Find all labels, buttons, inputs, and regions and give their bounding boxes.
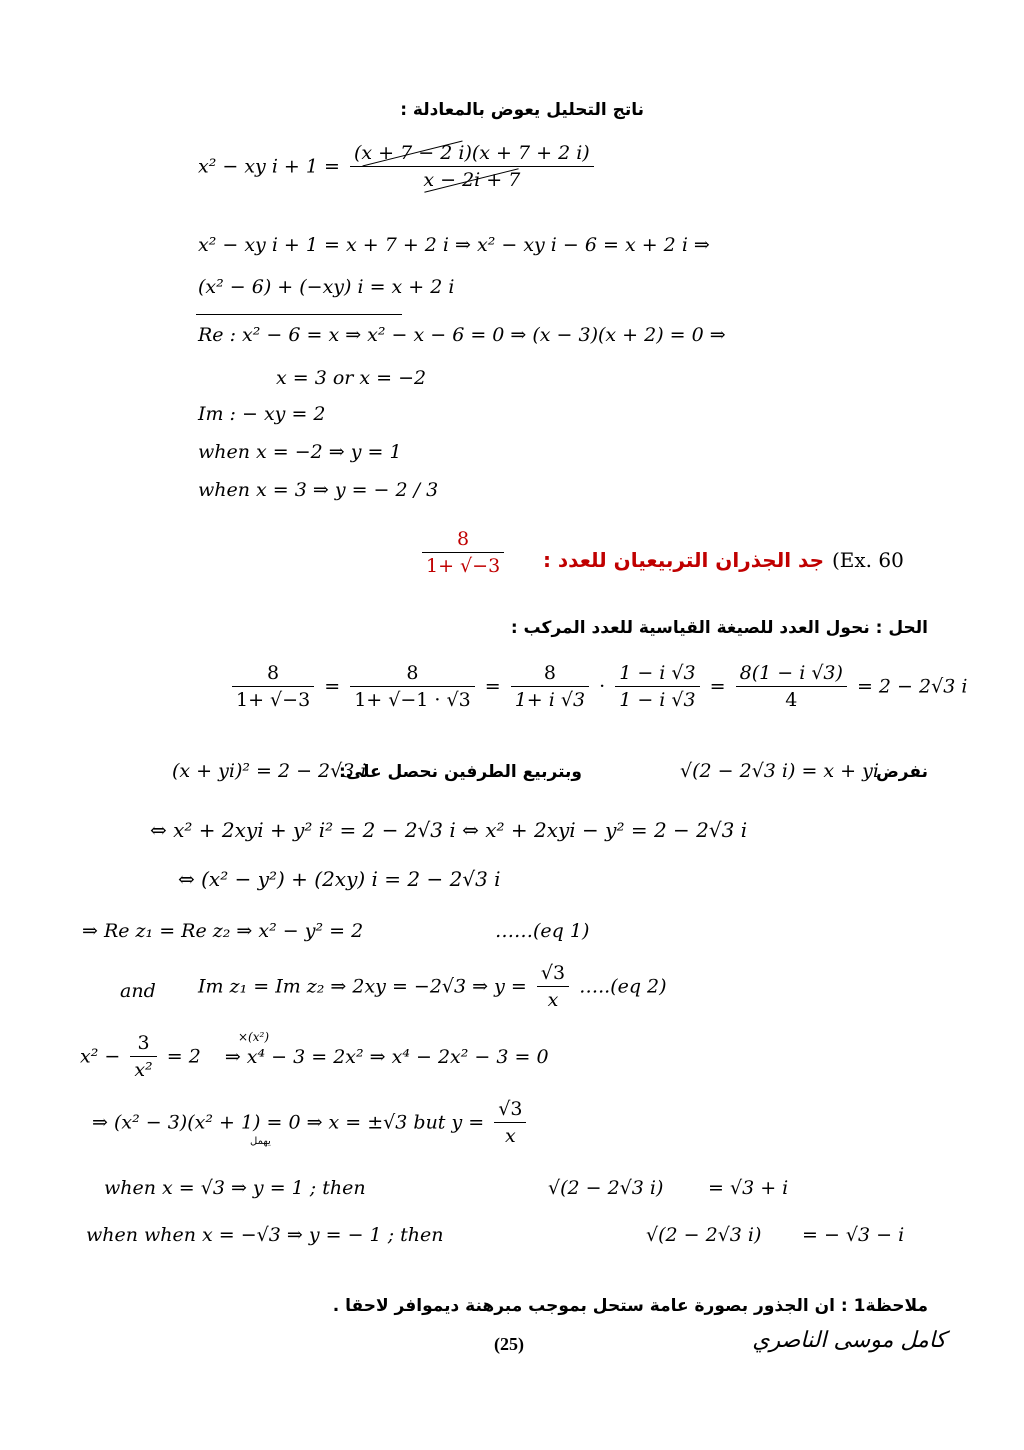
multiply-note: ×(x²)	[238, 1030, 269, 1044]
eq-line-8: when x = 3 ⇒ y = − 2 / 3	[198, 479, 439, 501]
example-title: جد الجذران التربيعيان للعدد :	[542, 548, 824, 572]
case-positive: when x = √3 ⇒ y = 1 ; then	[104, 1177, 366, 1199]
note-1: ملاحظة1 : ان الجذور بصورة عامة ستحل بموجب مبرهنة ديموافر لاحقا .	[332, 1296, 928, 1316]
cancelled-denominator: x − 2i + 7	[423, 169, 521, 191]
solution-heading: الحل : نحول العدد للصيغة القياسية للعدد المركب :	[510, 618, 928, 638]
quartic-line: x² − $\frac{3}{\text{x²}}$ = 2 ⇒ x⁴ − 3 = 2x² ⇒ x⁴ − 2x² − 3 = 0	[80, 1032, 549, 1081]
eq-line-1-fraction: $\frac{(x + 7 - 2 i)(x + 7 + 2 i)}{x - 2i + 7}$	[350, 142, 594, 191]
eq-line-3: (x² − 6) + (−xy) i = x + 2 i	[198, 276, 455, 298]
assumed-root: √(2 − 2√3 i) = x + yi	[680, 760, 879, 782]
example-fraction: $\frac{8}{1+ √-3}$	[418, 528, 508, 577]
discard-note: يهمل	[250, 1136, 271, 1147]
squaring-text: وبتربيع الطرفين نحصل على:	[339, 762, 582, 782]
case-negative-result: = − √3 − i	[802, 1224, 905, 1246]
eq-line-4: Re : x² − 6 = x ⇒ x² − x − 6 = 0 ⇒ (x − 3)(x + 2) = 0 ⇒	[198, 324, 726, 346]
eq-line-5: x = 3 or x = −2	[276, 367, 427, 389]
factored-line: ⇒ (x² − 3)(x² + 1) = 0 ⇒ x = ±√3 but y = $\frac{√3}{x}$	[92, 1098, 530, 1147]
page-number: (25)	[494, 1334, 524, 1354]
eq-line-2: x² − xy i + 1 = x + 7 + 2 i ⇒ x² − xy i − 6 = x + 2 i ⇒	[198, 234, 710, 256]
eq-line-1-lhs: x² − xy i + 1 =	[198, 155, 340, 178]
solution-chain: $\frac{8}{1+ √-3}$ = $\frac{8}{1+ √-1 \cdot √3}$ = $\frac{8}{1+ i √3}$ · $\frac{1 - i √3}{1 - i √3}$ = $\frac{8(1 - i √3)}{4}$ = 2 − 2√3 i	[228, 662, 967, 711]
example-label: (Ex. 60	[832, 548, 904, 572]
eq-line-7: when x = −2 ⇒ y = 1	[198, 441, 402, 463]
assume-word: نفرض	[875, 762, 928, 782]
real-parts-line: ⇒ Re z₁ = Re z₂ ⇒ x² − y² = 2	[82, 920, 364, 942]
case-negative: when when x = −√3 ⇒ y = − 1 ; then	[86, 1224, 444, 1246]
substitution-heading: ناتج التحليل يعوض بالمعادلة :	[400, 100, 644, 120]
imag-parts-line: Im z₁ = Im z₂ ⇒ 2xy = −2√3 ⇒ y = $\frac{√3}{x}$ …..(eq 2)	[198, 962, 667, 1011]
remaining-factor: (x + 7 + 2 i)	[471, 142, 590, 164]
expanded-line: ⇔ x² + 2xyi + y² i² = 2 − 2√3 i ⇔ x² + 2xyi − y² = 2 − 2√3 i	[150, 818, 748, 842]
author-signature: كامل موسى الناصري	[752, 1328, 946, 1353]
case-negative-root: √(2 − 2√3 i)	[646, 1224, 762, 1246]
separator-rule	[196, 314, 402, 315]
and-word: and	[120, 980, 156, 1002]
cancelled-factor: x + 7 − 2 i	[361, 142, 465, 164]
squared-expression: (x + yi)² = 2 − 2√3 i	[172, 760, 367, 782]
eq1-tag: ……(eq 1)	[495, 920, 590, 942]
eq-line-6: Im : − xy = 2	[198, 403, 326, 425]
case-positive-result: = √3 + i	[708, 1177, 789, 1199]
eq-line-1	[198, 142, 598, 191]
grouped-line: ⇔ (x² − y²) + (2xy) i = 2 − 2√3 i	[178, 867, 501, 891]
case-positive-root: √(2 − 2√3 i)	[548, 1177, 664, 1199]
